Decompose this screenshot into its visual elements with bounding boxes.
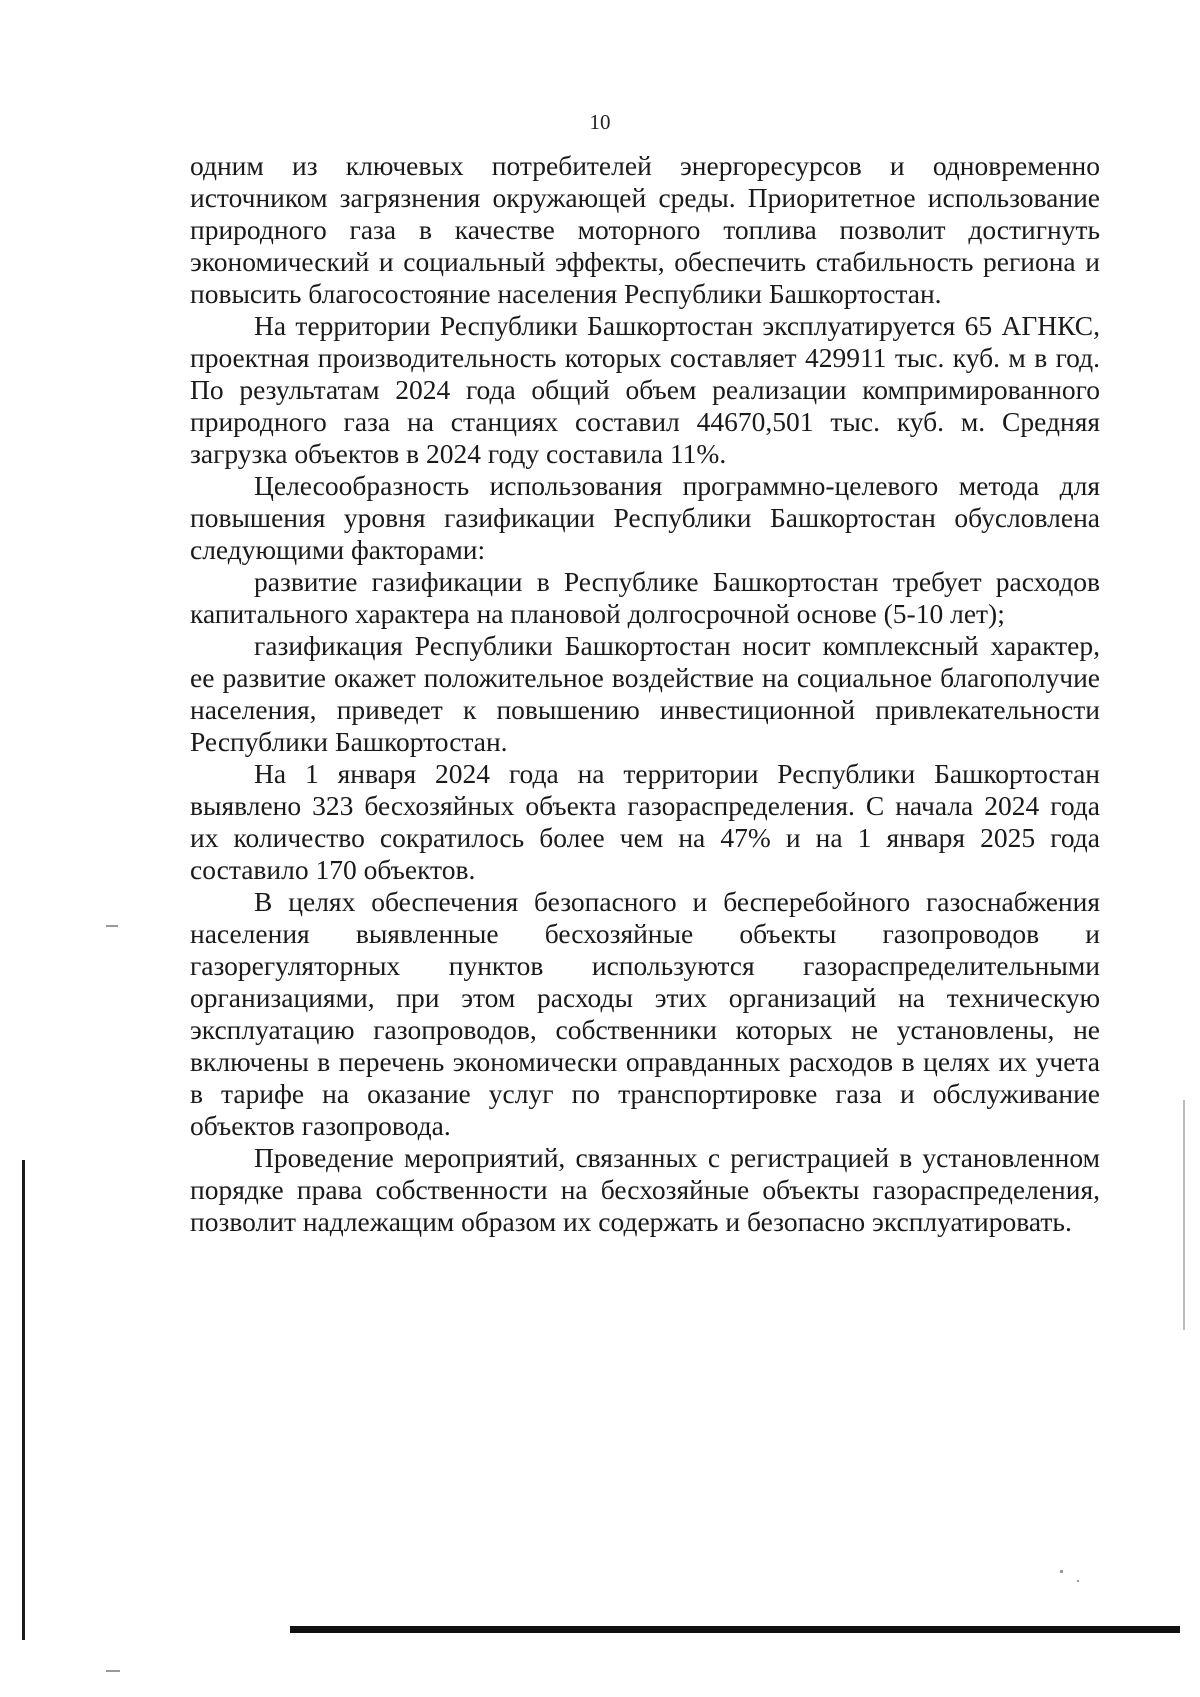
document-body — [190, 150, 1100, 1238]
scan-speck — [1060, 1570, 1063, 1573]
paragraph-7: В целях обеспечения безопасного и бесперебойного газоснабжения населения выявленные бесхозяйные объекты газопроводов и газорегуляторных пунктов используются газораспределительными организациями, при этом расходы этих организаций на техническую эксплуатацию газопроводов, собственники которых не установлены, не включены в перечень экономически оправданных расходов в целях их учета в тарифе на оказание услуг по транспортировке газа и обслуживание объектов газопровода. — [190, 886, 1100, 1141]
scan-edge-right — [1183, 1100, 1185, 1330]
page-number: 10 — [589, 110, 611, 134]
scan-edge-bottom — [290, 1626, 1180, 1633]
scan-speck — [106, 1670, 120, 1672]
paragraph-6: На 1 января 2024 года на территории Республики Башкортостан выявлено 323 бесхозяйных объекта газораспределения. С начала 2024 года их количество сократилось более чем на 47% и на 1 января 2025 года составило 170 объектов. — [190, 758, 1100, 885]
scan-edge-left — [22, 1160, 25, 1640]
paragraph-2: На территории Республики Башкортостан эксплуатируется 65 АГНКС, проектная производительность которых составляет 429911 тыс. куб. м в год. По результатам 2024 года общий объем реализации компримированного природного газа на станциях составил 44670,501 тыс. куб. м. Средняя загрузка объектов в 2024 году составила 11%. — [190, 310, 1100, 469]
scan-speck — [1077, 1580, 1079, 1582]
paragraph-8: Проведение мероприятий, связанных с регистрацией в установленном порядке права собственности на бесхозяйные объекты газораспределения, позволит надлежащим образом их содержать и безопасно эксплуатировать. — [190, 1142, 1100, 1237]
paragraph-1: одним из ключевых потребителей энергоресурсов и одновременно источником загрязнения окружающей среды. Приоритетное использование природного газа в качестве моторного топлива позволит достигнуть экономический и социальный эффекты, обеспечить стабильность региона и повысить благосостояние населения Республики Башкортостан. — [190, 150, 1100, 309]
paragraph-3: Целесообразность использования программно-целевого метода для повышения уровня газификации Республики Башкортостан обусловлена следующими факторами: — [190, 470, 1100, 565]
paragraph-5: газификация Республики Башкортостан носит комплексный характер, ее развитие окажет положительное воздействие на социальное благополучие населения, приведет к повышению инвестиционной привлекательности Республики Башкортостан. — [190, 630, 1100, 757]
scan-speck — [106, 925, 118, 927]
paragraph-4: развитие газификации в Республике Башкортостан требует расходов капитального характера на плановой долгосрочной основе (5-10 лет); — [190, 566, 1100, 629]
